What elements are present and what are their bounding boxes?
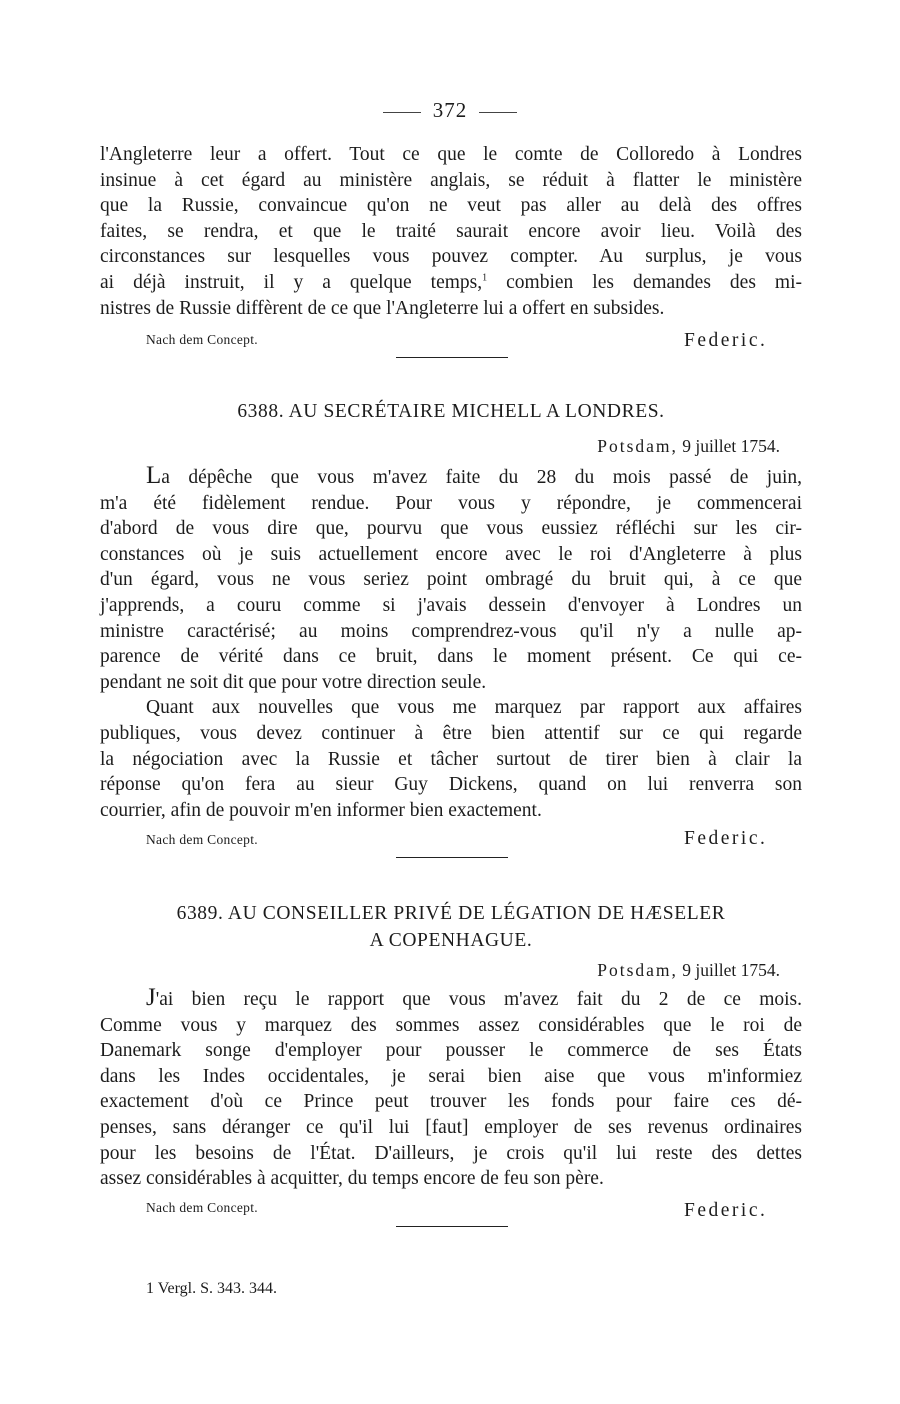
dateline-place: Potsdam, [597, 960, 678, 980]
source-note: Nach dem Concept. [146, 332, 258, 347]
continuation-paragraph [100, 142, 802, 321]
text-line: l'Angleterre leur a offert. Tout ce que le comte de Colloredo à Londres [100, 144, 802, 165]
source-note: Nach dem Concept. [146, 1200, 258, 1215]
text-line: Danemark songe d'employer pour pousser le commerce de ses États [100, 1040, 802, 1062]
page-number-right-dash [479, 112, 517, 113]
section-divider [396, 357, 508, 358]
text-line: d'abord de vous dire que, pourvu que vous eussiez réfléchi sur les cir- [100, 518, 802, 540]
text-line: insinue à cet égard au ministère anglais, se réduit à flatter le ministère [100, 169, 802, 191]
text-line: courrier, afin de pouvoir m'en informer bien exactement. [100, 799, 542, 821]
text-line: m'a été fidèlement rendue. Pour vous y répondre, je commencerai [100, 492, 802, 514]
initial-letter: L [146, 462, 162, 489]
letter-heading: 6388. AU SECRÉTAIRE MICHELL A LONDRES. [237, 401, 665, 422]
dateline [100, 436, 780, 457]
dateline-date: 9 juillet 1754. [682, 436, 780, 456]
text-fragment: a dépêche que vous m'avez faite du 28 du mois passé de juin, [161, 467, 802, 488]
text-fragment: 'ai bien reçu le rapport que vous m'avez fait du 2 de ce mois. [155, 989, 802, 1010]
letter-heading-line: A COPENHAGUE. [369, 930, 533, 951]
footnote-text: Vergl. S. 343. 344. [157, 1280, 277, 1297]
footnote-marker: 1 [146, 1280, 154, 1297]
text-line: pour les besoins de l'État. D'ailleurs, je crois qu'il lui reste des dettes [100, 1142, 802, 1164]
signature: Federic. [684, 828, 768, 849]
signature: Federic. [684, 330, 768, 351]
text-line: assez considérables à acquitter, du temps encore de feu son père. [100, 1168, 604, 1190]
dateline-date: 9 juillet 1754. [682, 960, 780, 980]
text-line-first [100, 463, 802, 491]
initial-letter: J [146, 984, 156, 1011]
text-line: que la Russie, convaincue qu'on ne veut pas aller au delà des offres [100, 195, 802, 217]
page-number: 372 [432, 98, 468, 122]
text-line: faites, se rendra, et que le traité saurait encore avoir lieu. Voilà des [100, 220, 802, 242]
page-number-line [0, 98, 900, 123]
letter-body [100, 463, 802, 823]
text-line: Comme vous y marquez des sommes assez considérables que le roi de [100, 1014, 802, 1036]
text-line: pendant ne soit dit que pour votre direction seule. [100, 671, 487, 693]
source-note: Nach dem Concept. [146, 832, 258, 847]
text-line-first [100, 985, 802, 1013]
text-line: exactement d'où ce Prince peut trouver les fonds pour faire ces dé- [100, 1091, 802, 1113]
text-line: nistres de Russie diffèrent de ce que l'Angleterre lui a offert en subsides. [100, 297, 665, 319]
text-line-with-footnote [100, 270, 802, 296]
text-line: dans les Indes occidentales, je serai bien aise que vous m'informiez [100, 1065, 802, 1087]
text-line: circonstances sur lesquelles vous pouvez compter. Au surplus, je vous [100, 246, 802, 268]
letter-heading [100, 900, 802, 954]
text-line: publiques, vous devez continuer à être bien attentif sur ce qui regarde [100, 722, 802, 744]
text-line: réponse qu'on fera au sieur Guy Dickens, quand on lui renverra son [100, 774, 802, 796]
section-divider [396, 857, 508, 858]
text-fragment: ai déjà instruit, il y a quelque temps, [100, 271, 483, 293]
footnote [146, 1280, 277, 1298]
dateline [100, 960, 780, 981]
text-line: penses, sans déranger ce qu'il lui [faut] employer de ses revenus ordinaires [100, 1116, 802, 1138]
section-divider [396, 1226, 508, 1227]
text-line: d'un égard, vous ne vous seriez point ombragé du bruit qui, à ce que [100, 569, 802, 591]
text-line: Quant aux nouvelles que vous me marquez par rapport aux affaires [146, 697, 802, 719]
text-line: la négociation avec la Russie et tâcher surtout de tirer bien à clair la [100, 748, 802, 770]
text-fragment: combien les demandes des mi- [487, 271, 802, 293]
dateline-place: Potsdam, [597, 436, 678, 456]
text-line: constances où je suis actuellement encore avec le roi d'Angleterre à plus [100, 543, 802, 565]
letter-body [100, 985, 802, 1192]
signature: Federic. [684, 1200, 768, 1221]
text-line: parence de vérité dans ce bruit, dans le moment présent. Ce qui ce- [100, 646, 802, 668]
footnote-reference: 1 [482, 272, 488, 284]
text-line: j'apprends, a couru comme si j'avais dessein d'envoyer à Londres un [100, 594, 802, 616]
letter-heading-line: 6389. AU CONSEILLER PRIVÉ DE LÉGATION DE HÆSELER [176, 903, 726, 924]
text-line: ministre caractérisé; au moins comprendrez-vous qu'il n'y a nulle ap- [100, 620, 802, 642]
page-number-left-dash [383, 112, 421, 113]
